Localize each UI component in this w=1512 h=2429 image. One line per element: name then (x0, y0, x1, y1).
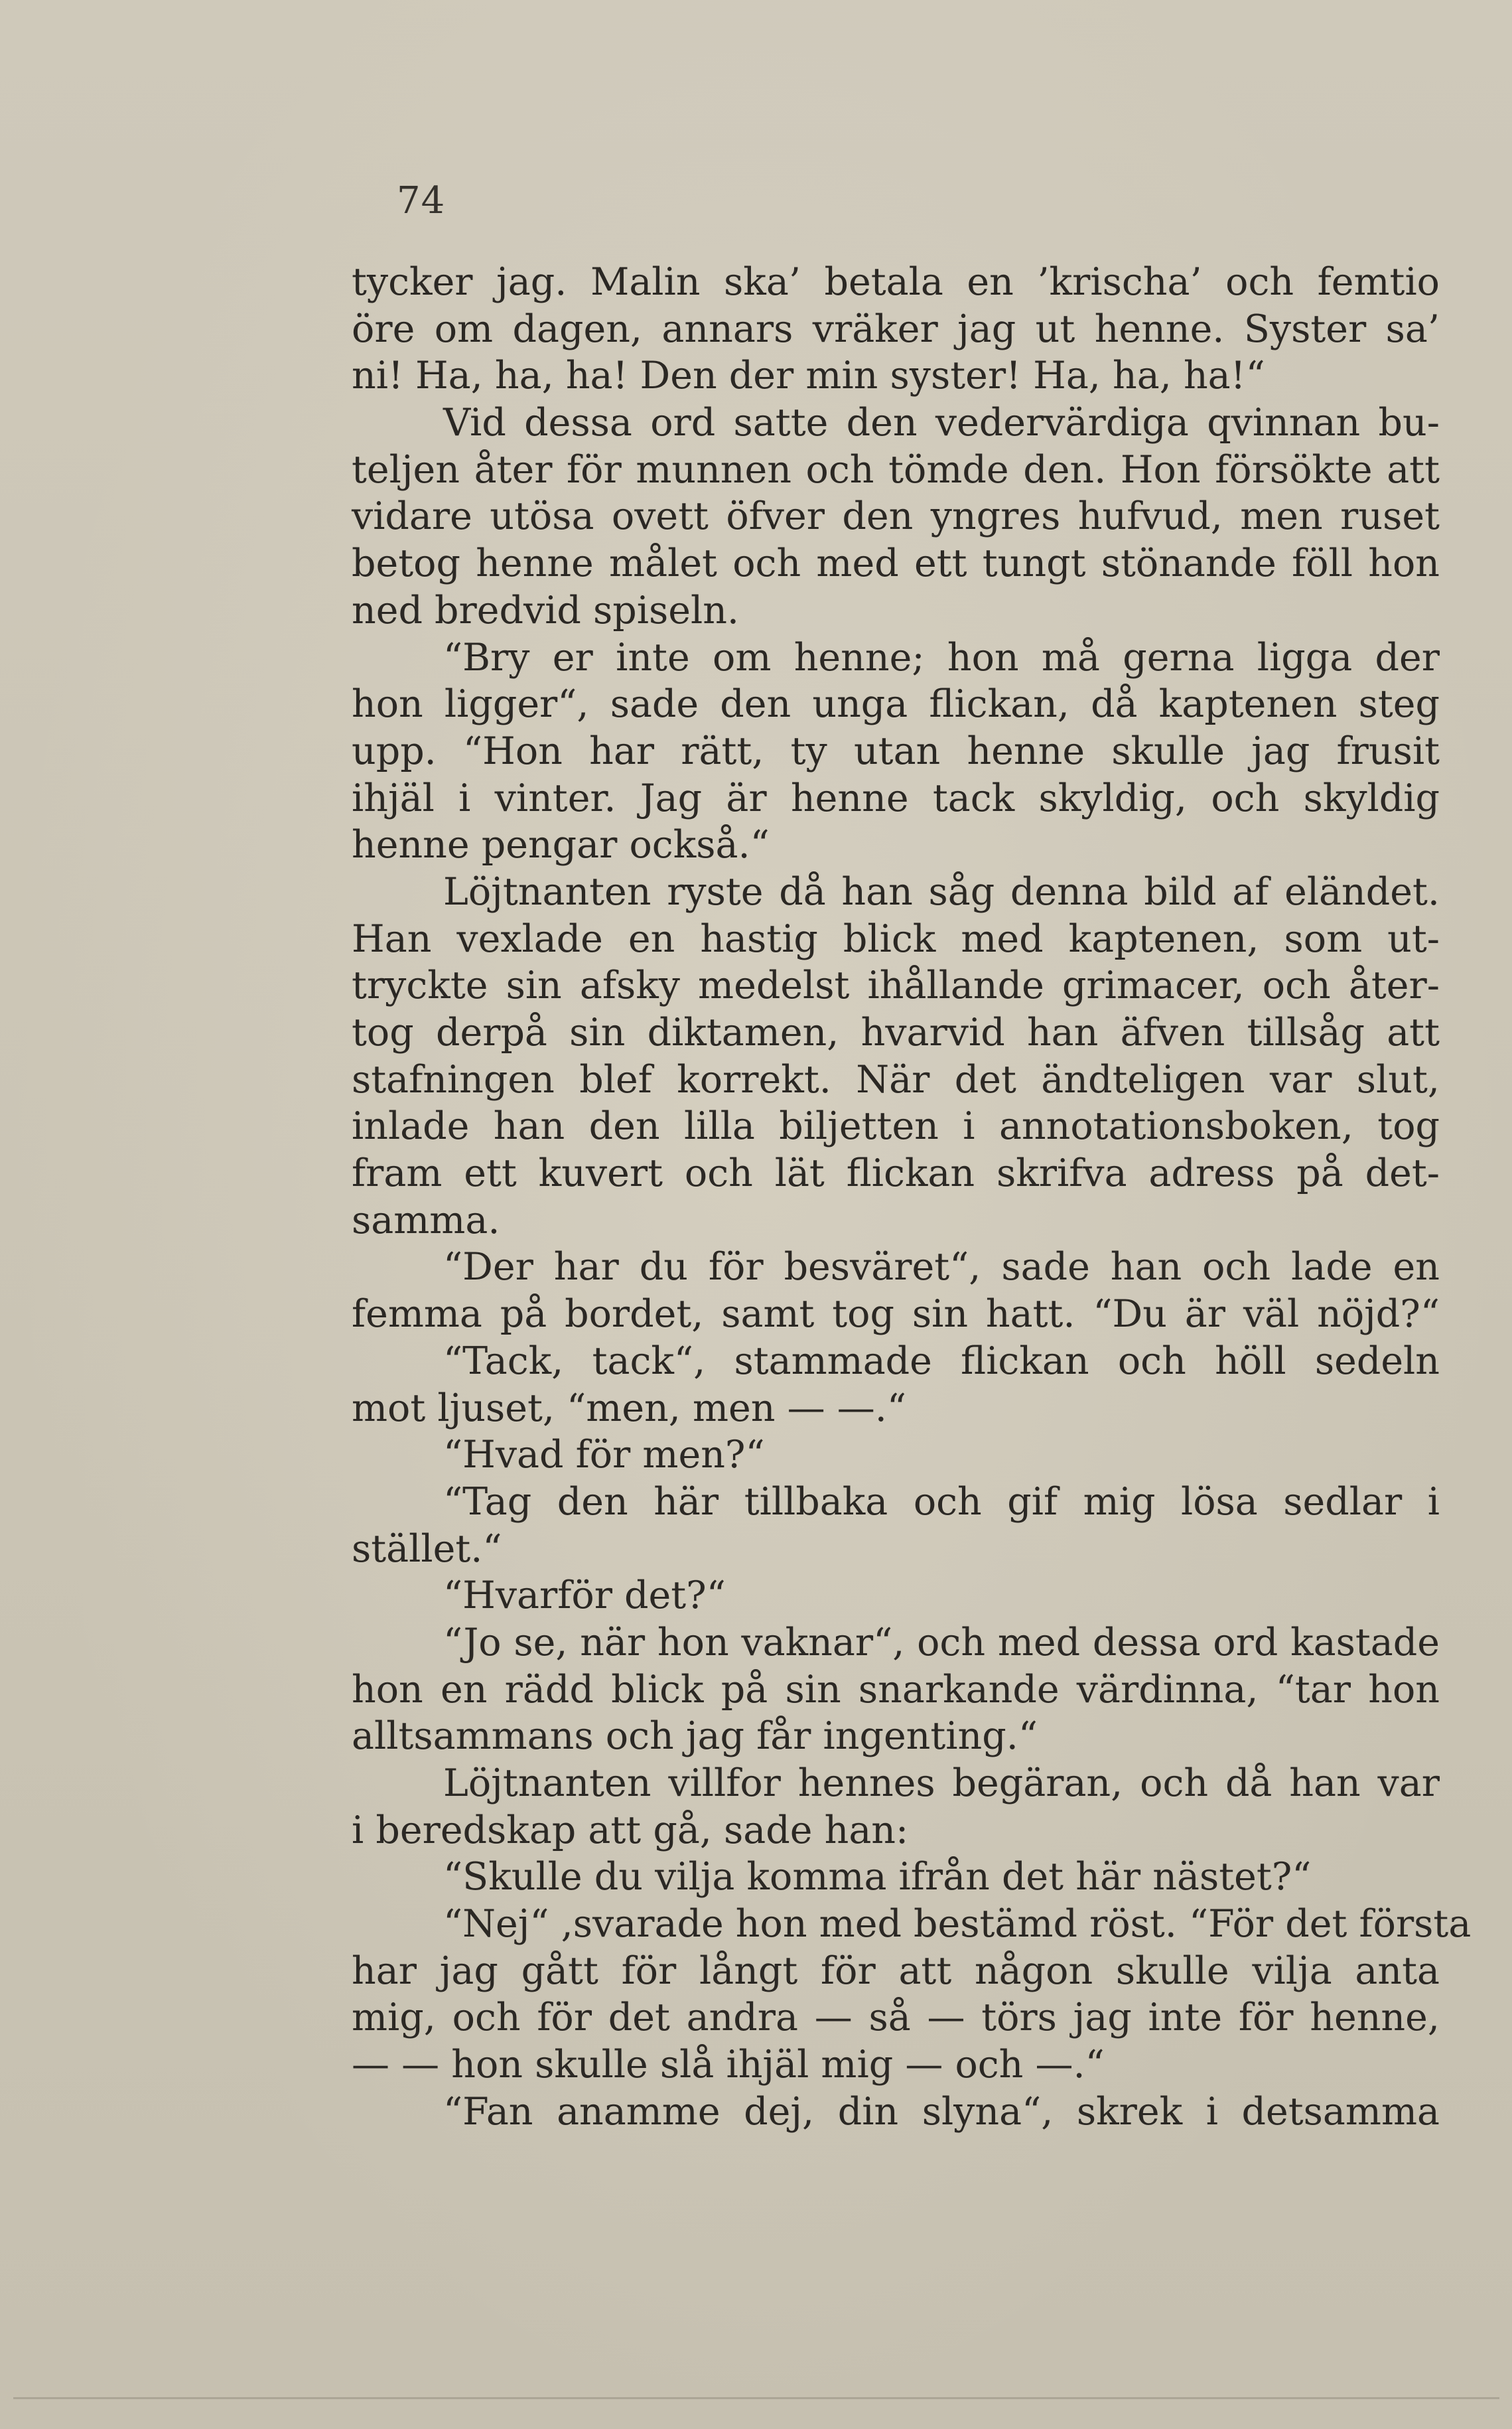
body-text (352, 259, 1472, 2136)
text-line: alltsammans och jag får ingenting.“ (352, 1714, 1038, 1759)
page-edge-line (13, 2397, 1499, 2399)
text-line: ned bredvid spiseln. (352, 588, 740, 632)
text-line: upp. “Hon har rätt, ty utan henne skulle jag frusit (352, 729, 1440, 773)
text-line: mig, och för det andra — så — törs jag inte för henne, (352, 1996, 1440, 2040)
text-line: hon en rädd blick på sin snarkande värdinna, “tar hon (352, 1667, 1440, 1712)
text-line: “Der har du för besväret“, sade han och lade en (443, 1245, 1440, 1289)
text-line: Löjtnanten ryste då han såg denna bild af eländet. (443, 869, 1440, 914)
text-line: Vid dessa ord satte den vedervärdiga qvinnan bu- (443, 401, 1440, 445)
text-line: mot ljuset, “men, men — —.“ (352, 1386, 906, 1430)
text-line: stafningen blef korrekt. När det ändteligen var slut, (352, 1057, 1440, 1102)
text-line: ihjäl i vinter. Jag är henne tack skyldig, och skyldig (352, 776, 1440, 820)
text-line: “Jo se, när hon vaknar“, och med dessa ord kastade (443, 1620, 1440, 1664)
text-line: “Skulle du vilja komma ifrån det här nästet?“ (443, 1855, 1312, 1899)
text-line: “Fan anamme dej, din slyna“, skrek i detsamma (443, 2089, 1440, 2134)
text-line: samma. (352, 1198, 500, 1242)
text-line: i beredskap att gå, sade han: (352, 1808, 909, 1852)
text-line: betog henne målet och med ett tungt stönande föll hon (352, 542, 1440, 586)
text-line: “Nej“ ,svarade hon med bestämd röst. “För det första (443, 1902, 1472, 1947)
text-line: teljen åter för munnen och tömde den. Hon försökte att (352, 447, 1440, 492)
text-line: tog derpå sin diktamen, hvarvid han äfven tillsåg att (352, 1011, 1440, 1055)
text-line: “Hvarför det?“ (443, 1574, 726, 1618)
text-line: tryckte sin afsky medelst ihållande grimacer, och åter- (352, 964, 1440, 1008)
text-line: “Hvad för men?“ (443, 1433, 765, 1477)
text-line: har jag gått för långt för att någon skulle vilja anta (352, 1949, 1440, 1993)
text-line: ni! Ha, ha, ha! Den der min syster! Ha, ha, ha!“ (352, 354, 1265, 398)
text-line: henne pengar också.“ (352, 823, 770, 867)
text-line: vidare utösa ovett öfver den yngres hufvud, men ruset (352, 494, 1440, 539)
text-line: Löjtnanten villfor hennes begäran, och då han var (443, 1761, 1440, 1805)
text-line: stället.“ (352, 1526, 502, 1571)
text-line: fram ett kuvert och lät flickan skrifva adress på det- (352, 1151, 1440, 1196)
text-line: tycker jag. Malin ska’ betala en ’krischa’ och femtio (352, 260, 1440, 304)
text-line: “Tag den här tillbaka och gif mig lösa sedlar i (443, 1479, 1440, 1524)
text-line: hon ligger“, sade den unga flickan, då kaptenen steg (352, 682, 1440, 727)
text-line: öre om dagen, annars vräker jag ut henne. Syster sa’ (352, 307, 1440, 351)
text-line: femma på bordet, samt tog sin hatt. “Du är väl nöjd?“ (352, 1292, 1440, 1337)
text-line: “Bry er inte om henne; hon må gerna ligga der (443, 635, 1440, 680)
text-line: — — hon skulle slå ihjäl mig — och —.“ (352, 2043, 1105, 2087)
text-line: inlade han den lilla biljetten i annotationsboken, tog (352, 1104, 1440, 1149)
text-line: Han vexlade en hastig blick med kaptenen, som ut- (352, 917, 1440, 961)
page-number: 74 (397, 179, 446, 222)
text-line: “Tack, tack“, stammade flickan och höll sedeln (443, 1339, 1440, 1383)
